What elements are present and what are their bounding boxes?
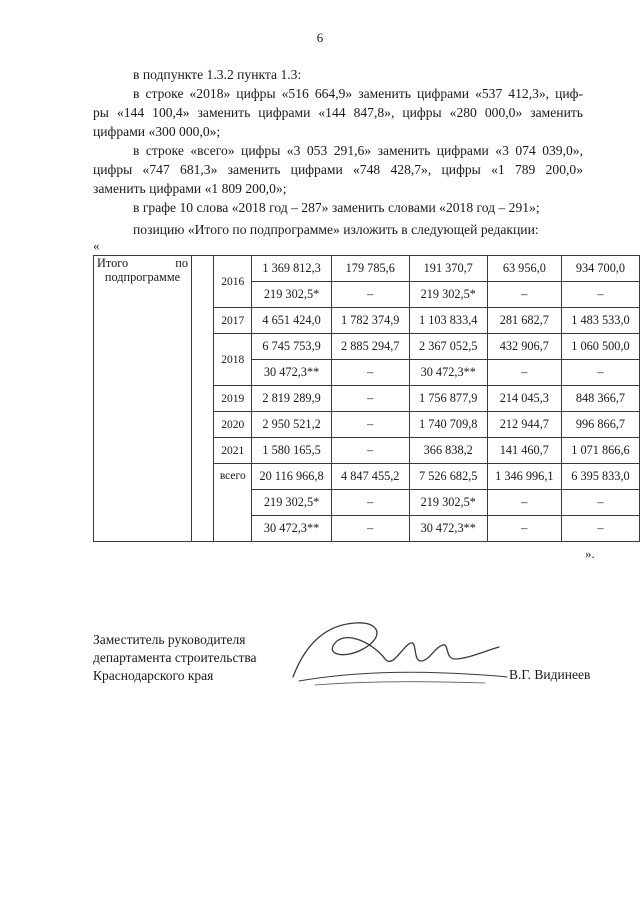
handwritten-signature <box>285 615 515 700</box>
value-cell: – <box>487 516 561 542</box>
value-cell: – <box>487 282 561 308</box>
value-cell: 141 460,7 <box>487 438 561 464</box>
closing-quote: ». <box>585 546 595 561</box>
value-cell: – <box>331 282 409 308</box>
value-cell: – <box>561 282 639 308</box>
year-cell: 2018 <box>214 334 252 386</box>
value-cell: 214 045,3 <box>487 386 561 412</box>
value-cell: 219 302,5* <box>409 490 487 516</box>
value-cell: – <box>331 412 409 438</box>
value-cell: 4 847 455,2 <box>331 464 409 490</box>
year-cell: 2021 <box>214 438 252 464</box>
value-cell: 432 906,7 <box>487 334 561 360</box>
paragraph-position-intro <box>93 220 583 239</box>
signatory-line: Краснодарского края <box>93 668 214 683</box>
text-line: цифры «747 681,3» заменить цифрами «748 428,7», цифры «1 789 200,0» <box>93 162 583 177</box>
paragraph-row-2018 <box>93 84 583 141</box>
value-cell: 281 682,7 <box>487 308 561 334</box>
value-cell: 1 740 709,8 <box>409 412 487 438</box>
value-cell: – <box>331 516 409 542</box>
year-cell: всего <box>214 464 252 542</box>
value-cell: 1 060 500,0 <box>561 334 639 360</box>
budget-table <box>93 255 640 542</box>
value-cell: – <box>487 360 561 386</box>
value-cell: 30 472,3** <box>252 516 331 542</box>
value-cell: 212 944,7 <box>487 412 561 438</box>
text-line: в графе 10 слова «2018 год – 287» заменить словами «2018 год – 291»; <box>133 200 540 215</box>
paragraph-row-total <box>93 141 583 198</box>
value-cell: – <box>561 490 639 516</box>
signatory-line: Заместитель руководителя <box>93 632 246 647</box>
signatory-line: департамента строительства <box>93 650 257 665</box>
value-cell: 7 526 682,5 <box>409 464 487 490</box>
value-cell: 1 346 996,1 <box>487 464 561 490</box>
value-cell: 2 819 289,9 <box>252 386 331 412</box>
value-cell: 1 071 866,6 <box>561 438 639 464</box>
value-cell: 1 103 833,4 <box>409 308 487 334</box>
page-number: 6 <box>316 30 324 45</box>
value-cell: 219 302,5* <box>409 282 487 308</box>
value-cell: 1 782 374,9 <box>331 308 409 334</box>
value-cell: 30 472,3** <box>252 360 331 386</box>
value-cell: 1 369 812,3 <box>252 256 331 282</box>
name-word: Итого <box>97 256 129 270</box>
value-cell: 4 651 424,0 <box>252 308 331 334</box>
value-cell: 191 370,7 <box>409 256 487 282</box>
value-cell: 934 700,0 <box>561 256 639 282</box>
value-cell: – <box>331 386 409 412</box>
value-cell: 6 745 753,9 <box>252 334 331 360</box>
value-cell: 366 838,2 <box>409 438 487 464</box>
value-cell: – <box>561 516 639 542</box>
value-cell: – <box>331 360 409 386</box>
value-cell: 30 472,3** <box>409 516 487 542</box>
text-line: ры «144 100,4» заменить цифрами «144 847,8», цифры «280 000,0» заменить <box>93 105 583 120</box>
value-cell: 6 395 833,0 <box>561 464 639 490</box>
table-row <box>94 256 640 282</box>
value-cell: 179 785,6 <box>331 256 409 282</box>
value-cell: 848 366,7 <box>561 386 639 412</box>
value-cell: 219 302,5* <box>252 282 331 308</box>
value-cell: 2 950 521,2 <box>252 412 331 438</box>
year-cell: 2019 <box>214 386 252 412</box>
text-line: в строке «всего» цифры «3 053 291,6» заменить цифрами «3 074 039,0», <box>133 143 583 158</box>
text-line: цифрами «300 000,0»; <box>93 124 221 139</box>
value-cell: 1 580 165,5 <box>252 438 331 464</box>
value-cell: 2 367 052,5 <box>409 334 487 360</box>
text-line: в строке «2018» цифры «516 664,9» заменить цифрами «537 412,3», циф- <box>133 86 583 101</box>
text-line: в подпункте 1.3.2 пункта 1.3: <box>133 67 302 82</box>
text-line: позицию «Итого по подпрограмме» изложить в следующей редакции: <box>133 222 539 237</box>
name-word: подпрограмме <box>104 270 181 284</box>
value-cell: 996 866,7 <box>561 412 639 438</box>
signatory-name: В.Г. Видинеев <box>509 667 591 682</box>
value-cell: 2 885 294,7 <box>331 334 409 360</box>
opening-quote: « <box>93 238 100 253</box>
text-line: заменить цифрами «1 809 200,0»; <box>93 181 287 196</box>
empty-cell <box>191 256 213 542</box>
signatory-title <box>93 631 257 685</box>
row-name-cell <box>94 256 192 542</box>
value-cell: 20 116 966,8 <box>252 464 331 490</box>
value-cell: 30 472,3** <box>409 360 487 386</box>
value-cell: 219 302,5* <box>252 490 331 516</box>
value-cell: – <box>331 438 409 464</box>
paragraph-column-10 <box>93 198 583 217</box>
value-cell: 1 483 533,0 <box>561 308 639 334</box>
value-cell: – <box>487 490 561 516</box>
value-cell: 1 756 877,9 <box>409 386 487 412</box>
year-cell: 2017 <box>214 308 252 334</box>
value-cell: – <box>331 490 409 516</box>
paragraph-subitem <box>93 65 583 84</box>
name-word: по <box>175 256 188 270</box>
value-cell: – <box>561 360 639 386</box>
year-cell: 2020 <box>214 412 252 438</box>
year-cell: 2016 <box>214 256 252 308</box>
value-cell: 63 956,0 <box>487 256 561 282</box>
